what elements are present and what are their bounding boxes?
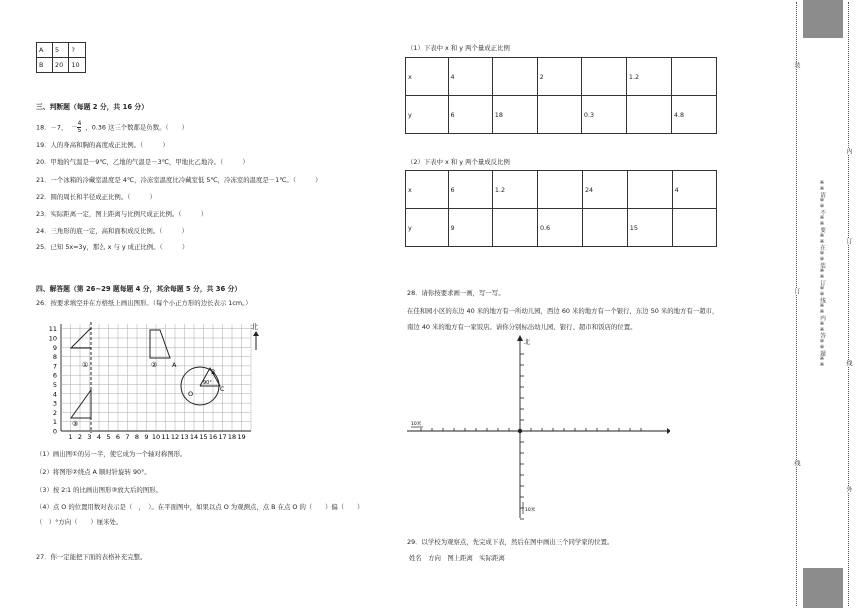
- table-cell: 6: [448, 171, 492, 209]
- frac-num: 4: [77, 120, 82, 127]
- x-tick-label: 1: [68, 433, 73, 441]
- label-one: ①: [82, 361, 89, 369]
- table-cell: [671, 58, 716, 96]
- y-tick-label: 11: [48, 325, 57, 334]
- outer-char-1: 装: [793, 62, 800, 68]
- x-tick-label: 7: [125, 433, 130, 441]
- section3-title: 三、判断题（每题 2 分，共 16 分）: [36, 103, 149, 111]
- binding-warning: ※※请※※不※※要※※在※※装※※订※※线※※内※※答※※题※※: [819, 180, 825, 368]
- table2-caption: （2）下表中 x 和 y 两个量成反比例: [407, 158, 510, 166]
- table-cell: [492, 209, 537, 247]
- table-cell: 9: [448, 209, 492, 247]
- gridlines: [61, 324, 251, 431]
- q29: 29．以学校为观察点，先完成下表，然后在图中画出三个同学家的位置。: [407, 538, 614, 546]
- x-tick-labels: [68, 433, 245, 441]
- q27: 27．你一定能把下面的表格补充完整。: [36, 553, 147, 561]
- y-tick-label: 10: [48, 334, 57, 343]
- table-cell: x: [406, 171, 449, 209]
- figure-three: [71, 390, 91, 418]
- frac-den: 5: [77, 127, 82, 134]
- y-tick-label: 9: [52, 343, 57, 352]
- x-tick-label: 15: [199, 433, 208, 441]
- table-cell: x: [406, 58, 449, 96]
- q22: 22．圆的周长和半径成正比例。（ ）: [36, 193, 156, 201]
- q21: 21．一个冰箱的冷藏室温度是 4℃，冷冻室温度比冷藏室低 5℃，冷冻室的温度是－1℃。（ ）: [36, 176, 322, 184]
- y-tick-label: 0: [52, 427, 57, 436]
- table-cell: 18: [492, 96, 537, 134]
- x-tick-label: 4: [96, 433, 102, 441]
- x-tick-label: 11: [161, 433, 170, 441]
- outer-char-3: 线: [793, 460, 800, 466]
- x-tick-label: 12: [170, 433, 180, 441]
- q23: 23．实际距离一定，图上距离与比例尺成正比例。（ ）: [36, 210, 208, 218]
- table-direct-proportion: [405, 57, 717, 134]
- table-cell: 4: [672, 171, 716, 209]
- cell: 20: [53, 58, 69, 73]
- compass-plane: [405, 332, 670, 522]
- table-cell: 0.3: [581, 96, 626, 134]
- table-cell: [537, 96, 581, 134]
- table-cell: [581, 58, 626, 96]
- table-cell: 1.2: [626, 58, 671, 96]
- ratio-table: [36, 42, 86, 73]
- origin-point: [518, 429, 522, 433]
- y-tick-label: 4: [52, 390, 57, 399]
- north-arrow-icon: [517, 335, 523, 341]
- table-cell: [626, 96, 671, 134]
- x-tick-label: 14: [189, 433, 199, 441]
- table-inverse-proportion: [405, 170, 717, 247]
- x-tick-label: 9: [144, 433, 149, 441]
- q29-header: 姓名 方向 图上距离 实际距离: [409, 554, 505, 562]
- table-cell: [582, 209, 627, 247]
- label-two: ②: [151, 361, 158, 369]
- q24: 24．三角形的底一定，高和面积成反比例。（ ）: [36, 227, 188, 235]
- inner-char-2: 订: [845, 238, 852, 244]
- north-label: 北: [251, 323, 258, 331]
- east-arrow-icon: [667, 428, 670, 434]
- table-cell: 1.2: [492, 171, 537, 209]
- x-tick-label: 16: [208, 433, 218, 441]
- table-cell: [627, 171, 672, 209]
- q26-sub4: （4）点 O 的位置用数对表示是（ ， ）。在平面图中，如果以点 O 为观测点，点 B 在点 O 的（ ）偏（ ）: [36, 503, 364, 511]
- q18-pre: 18．－7，: [36, 123, 68, 132]
- binding-gray-top: [803, 0, 843, 38]
- cell: 5: [53, 43, 69, 58]
- y-tick-labels: [49, 325, 57, 435]
- q26-sub4-cont: （ ）°方向（ ）厘米处。: [36, 518, 123, 526]
- q26-sub2: （2）将图形②绕点 A 顺时针旋转 90°。: [36, 468, 151, 476]
- table1-caption: （1）下表中 x 和 y 两个量成正比例: [407, 44, 510, 52]
- label-B: B: [211, 369, 216, 376]
- outer-char-2: 订: [793, 288, 800, 294]
- horizontal-ticks: [421, 428, 641, 431]
- q28-line2: 南边 40 米的地方有一家饭店。请你分别标出幼儿园、银行、超市和饭店的位置。: [407, 323, 637, 331]
- label-A: A: [172, 361, 177, 369]
- table-cell: 15: [627, 209, 672, 247]
- y-tick-label: 1: [52, 418, 57, 427]
- cell: ?: [69, 43, 86, 58]
- scale-label-v: 10米: [525, 508, 536, 513]
- x-tick-label: 2: [77, 433, 83, 441]
- north-arrow-icon: [253, 331, 259, 336]
- inner-dotted-line: [848, 2, 849, 606]
- table-cell: 4: [448, 58, 492, 96]
- q28-line1: 在佳和园小区的东边 40 米的地方有一所幼儿园，西边 60 米的地方有一个银行，东边 50 米的地方有一超市，: [407, 307, 719, 315]
- y-tick-label: 8: [52, 353, 57, 362]
- graph-paper: [36, 318, 268, 444]
- q18-post: ，0.36 这三个数都是负数。（ ）: [85, 123, 188, 132]
- vertical-ticks: [520, 354, 524, 519]
- x-tick-label: 10: [151, 433, 161, 441]
- cell: B: [37, 58, 53, 73]
- table-cell: [672, 209, 716, 247]
- label-three: ③: [72, 420, 79, 428]
- table-cell: 6: [448, 96, 492, 134]
- x-tick-label: 13: [180, 433, 189, 441]
- x-tick-label: 18: [227, 433, 237, 441]
- q25: 25．已知 5x=3y，那么 x 与 y 成正比例。（ ）: [36, 243, 189, 251]
- outer-dotted-line: [796, 2, 797, 606]
- q26: 26．按要求填空并在方格纸上画出图形。（每个小正方形的边长表示 1cm。）: [36, 299, 252, 307]
- table-cell: [492, 58, 537, 96]
- y-tick-label: 2: [52, 408, 57, 417]
- scale-label-h: 10米: [411, 422, 422, 427]
- table-cell: 24: [582, 171, 627, 209]
- table-cell: y: [406, 209, 449, 247]
- binding-gray-bottom: [803, 568, 843, 608]
- y-tick-label: 5: [52, 381, 57, 389]
- x-tick-label: 3: [87, 433, 92, 441]
- label-O: O: [188, 390, 194, 398]
- inner-char-4: 外: [845, 486, 852, 492]
- cell: A: [37, 43, 53, 58]
- table-cell: [537, 171, 582, 209]
- cell: 10: [69, 58, 86, 73]
- y-tick-label: 6: [52, 371, 57, 380]
- compass-north: 北: [524, 339, 531, 346]
- label-C: C: [220, 386, 225, 393]
- q18-fraction: － $\frac{4}{5}$: [71, 120, 82, 134]
- table-cell: y: [406, 96, 449, 134]
- q26-sub3: （3）按 2∶1 的比画出图形③放大后的图形。: [36, 486, 162, 494]
- y-tick-label: 3: [52, 399, 57, 408]
- section4-title: 四、解答题（第 26~29 题每题 4 分，其余每题 5 分，共 36 分）: [36, 285, 242, 293]
- q20: 20．甲地的气温是－9℃，乙地的气温是－3℃，甲地比乙地冷。（ ）: [36, 158, 249, 166]
- x-tick-label: 8: [134, 433, 140, 441]
- x-tick-label: 19: [237, 433, 246, 441]
- inner-char-3: 线: [845, 360, 852, 366]
- q28-title: 28．请你按要求画一画，写一写。: [407, 289, 505, 297]
- figure-two: [150, 330, 170, 358]
- inner-char-1: 内: [845, 148, 852, 154]
- q26-sub1: （1）画出图①的另一半，使它成为一个轴对称图形。: [36, 450, 187, 458]
- q18: [36, 121, 188, 134]
- y-tick-label: 7: [52, 362, 57, 371]
- label-angle: 90°: [203, 380, 212, 386]
- x-tick-label: 5: [106, 433, 111, 441]
- x-tick-label: 17: [218, 433, 227, 441]
- table-cell: 4.8: [671, 96, 716, 134]
- table-cell: 0.6: [537, 209, 582, 247]
- table-cell: 2: [537, 58, 581, 96]
- q19: 19．人的身高和胸的高度成正比例。（ ）: [36, 141, 169, 149]
- x-tick-label: 6: [115, 433, 121, 441]
